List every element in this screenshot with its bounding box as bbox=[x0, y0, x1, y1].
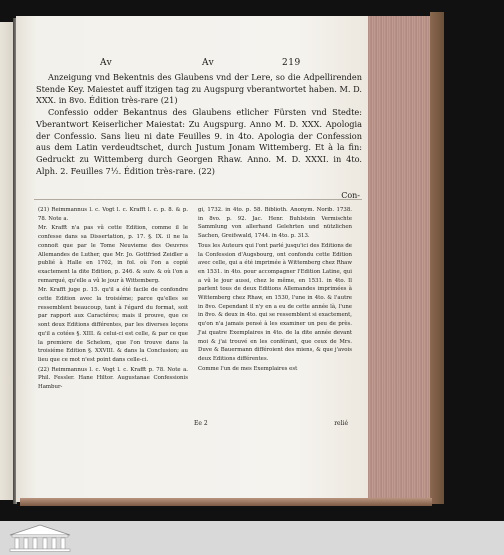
entry-paragraph: Confessio odder Bekantnus des Glaubens etlicher Fürsten vnd Stedte: Vberantwort Keiserlicher Maiestat: Zu Augspurg. Anno M. D. XXX. Apologia der Confessio. Sans lieu ni date Feuilles 9. in 4to. Apologia der Confession aus dem Latin verdeudtschet, durch Justum Jonam Wittemberg. Et à la fin: Gedruckt zu Wittemberg durch Georgen Rhaw. Anno. M. D. XXXI. in 4to. Alph. 2. Feuilles 7½. Édition très-rare. (22) bbox=[36, 107, 362, 176]
footnote-rule bbox=[34, 199, 362, 200]
library-building-logo bbox=[6, 523, 74, 553]
footnote-paragraph: Tous les Auteurs qui l'ont parlé jusqu'ici des Editions de la Confession d'Augsbourg, ont confondu cette Edition avec celle, qui a été imprimée à Wittemberg chez Rhaw en 1531. in 4to. pour accompagner l'Edition Latine, qui a vû le jour aussi, chez le même, en 1531. in 4to. Il parlent tous de deux Editions Allemandes imprimées à Wittemberg chez Rhaw, en 1530, l'une in 4to. & l'autre in 8vo. Cependant il n'y en a eu de cette année là, l'une in 8vo. & deux in 4to. qui se ressemblent si exactement, qu'on n'a jamais pensé à les examiner un peu de près. J'ai quatre Exemplaires in 4to. de la dite année devant moi & j'ai trouvé en les conférant, que ceux de Mrs. Duve & Bauermann différoient des miens, & que j'avois deux Editions différentes. bbox=[198, 242, 352, 362]
catchword: Con- bbox=[341, 191, 360, 200]
running-head-middle: Av bbox=[202, 58, 215, 68]
page-block-bottom bbox=[20, 498, 432, 506]
footnote-paragraph: gi, 1732. in 4to. p. 58. Biblioth. Anonym. Norib. 1738. in 8vo. p. 92. Jac. Henr. Buhlstein Vermischte Sammlung von allerhand Gelehrten und nützlichen Sachen, Greifswald, 1744. in 4to. p. 313. bbox=[198, 207, 352, 240]
signature-mark: Ee 2 bbox=[194, 420, 208, 427]
footnotes-left-column bbox=[38, 206, 188, 393]
footnote-paragraph: (21) Reimmannus l. c. Vogt l. c. Krafft l. c. p. 8. & p. 78. Note a. bbox=[38, 207, 188, 222]
footnotes-right-column bbox=[198, 206, 352, 374]
book-page bbox=[16, 16, 368, 502]
footnote-paragraph: (22) Reimmannus l. c. Vogt l. c. Krafft p. 78. Note a. Phil. Fessler. Hane Hiltor. Augustanae Confessionis Hambur- bbox=[38, 366, 188, 391]
footer-catchword: relié bbox=[334, 420, 348, 427]
viewer-bottom-bar bbox=[0, 521, 504, 555]
entry-paragraph: Anzeigung vnd Bekentnis des Glaubens vnd der Lere, so die Adpellirenden Stende Key. Maiestet auff itzigen tag zu Augspurg vberantwortet haben. M. D. XXX. in 8vo. Édition très-rare (21) bbox=[36, 72, 362, 106]
running-head-left: Av bbox=[100, 58, 113, 68]
footnote-paragraph: Mr. Krafft juge p. 15. qu'il a été facile de confondre cette Edition avec la troisiéme; parce qu'elles se ressemblent beaucoup, tant à l'égard du format, soit par rapport aux Caractéres; mais il prouve, que ce sont deux Editions différentes, par les diverses leçons qu'il a cotées §. XIII. & celui-ci est celle, & par ce que la premiere de Schelom, que l'on trouve dans la troisiéme Edition §. XXVIII. & dans la Conclusion; au lieu que ce mot n'est point dans celle-ci. bbox=[38, 287, 188, 363]
book-cover-board bbox=[430, 12, 444, 504]
page-block-edges bbox=[368, 16, 432, 500]
facing-page-edge bbox=[0, 22, 14, 500]
bibliography-entries bbox=[36, 72, 362, 177]
page-number: 219 bbox=[282, 58, 301, 68]
footnote-paragraph: Mr. Krafft n'a pas vû cette Edition, comme il le confesse dans sa Dissertation, p. 17. §. IX. il ne la connoit que par le Tome Neuvieme des Oeuvres Allemandes de Luther, que Mr. Jo. Gottfried Zeidler a publié à Halle en 1702, in fol. où l'on a copié exactement la dite Edition, p. 246. & suiv. & où l'on a remarqué, qu'elle a vû le jour à Wittemberg. bbox=[38, 225, 188, 284]
footnote-paragraph: Comme l'un de mes Exemplaires est bbox=[198, 365, 298, 372]
